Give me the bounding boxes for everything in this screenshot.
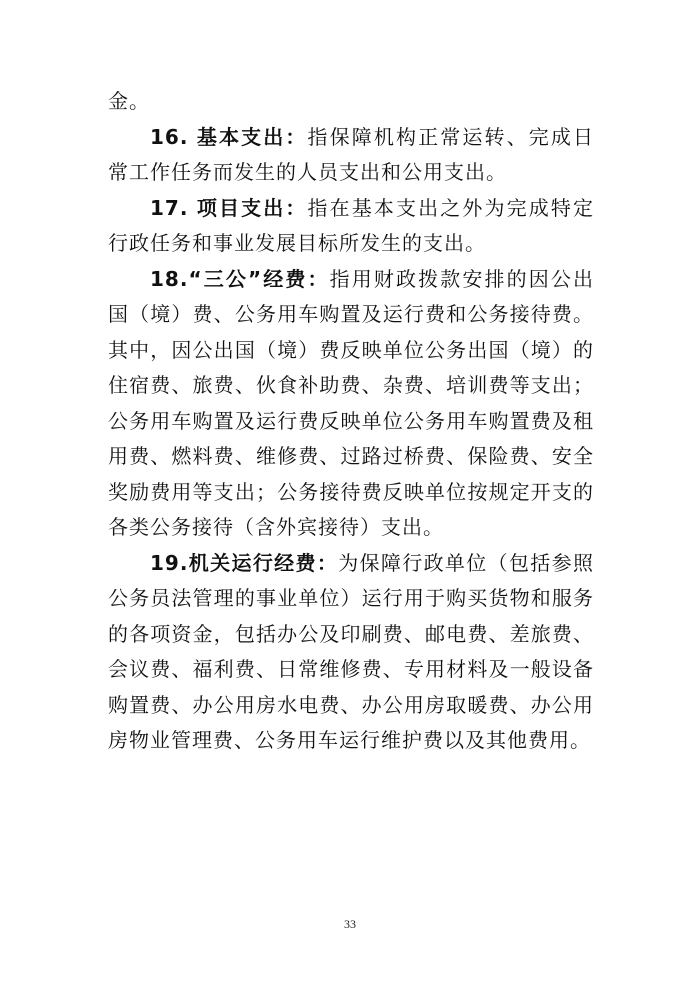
definition-item-16 [108,120,594,191]
definition-item-17 [108,191,594,262]
page-number: 33 [344,917,356,931]
continuation-paragraph [108,84,594,120]
definition-item-18 [108,262,594,546]
item-term: “三公”经费： [188,266,330,291]
item-term: 项目支出： [196,195,308,220]
item-definition: 为保障行政单位（包括参照公务员法管理的事业单位）运行用于购买货物和服务的各项资金，包括办公及印刷费、邮电费、差旅费、会议费、福利费、日常维修费、专用材料及一般设备购置费、办公用房水电费、办公用房取暖费、办公用房物业管理费、公务用车运行维护费以及其他费用。 [108,550,595,752]
item-term: 基本支出： [196,124,308,149]
definition-item-19 [108,546,594,759]
item-number: 17. [150,195,189,220]
item-definition: 指保障机构正常运转、完成日常工作任务而发生的人员支出和公用支出。 [108,124,595,184]
item-definition: 指在基本支出之外为完成特定行政任务和事业发展目标所发生的支出。 [108,195,595,255]
item-number: 16. [150,124,189,149]
body-text [108,84,594,759]
item-number: 19. [150,550,189,575]
continuation-text: 金。 [108,89,150,113]
item-number: 18. [150,266,189,291]
item-definition: 指用财政拨款安排的因公出国（境）费、公务用车购置及运行费和公务接待费。其中，因公出国（境）费反映单位公务出国（境）的住宿费、旅费、伙食补助费、杂费、培训费等支出；公务用车购置及运行费反映单位公务用车购置费及租用费、燃料费、维修费、过路过桥费、保险费、安全奖励费用等支出；公务接待费反映单位按规定开支的各类公务接待（含外宾接待）支出。 [108,266,594,539]
item-term: 机关运行经费： [188,550,339,575]
